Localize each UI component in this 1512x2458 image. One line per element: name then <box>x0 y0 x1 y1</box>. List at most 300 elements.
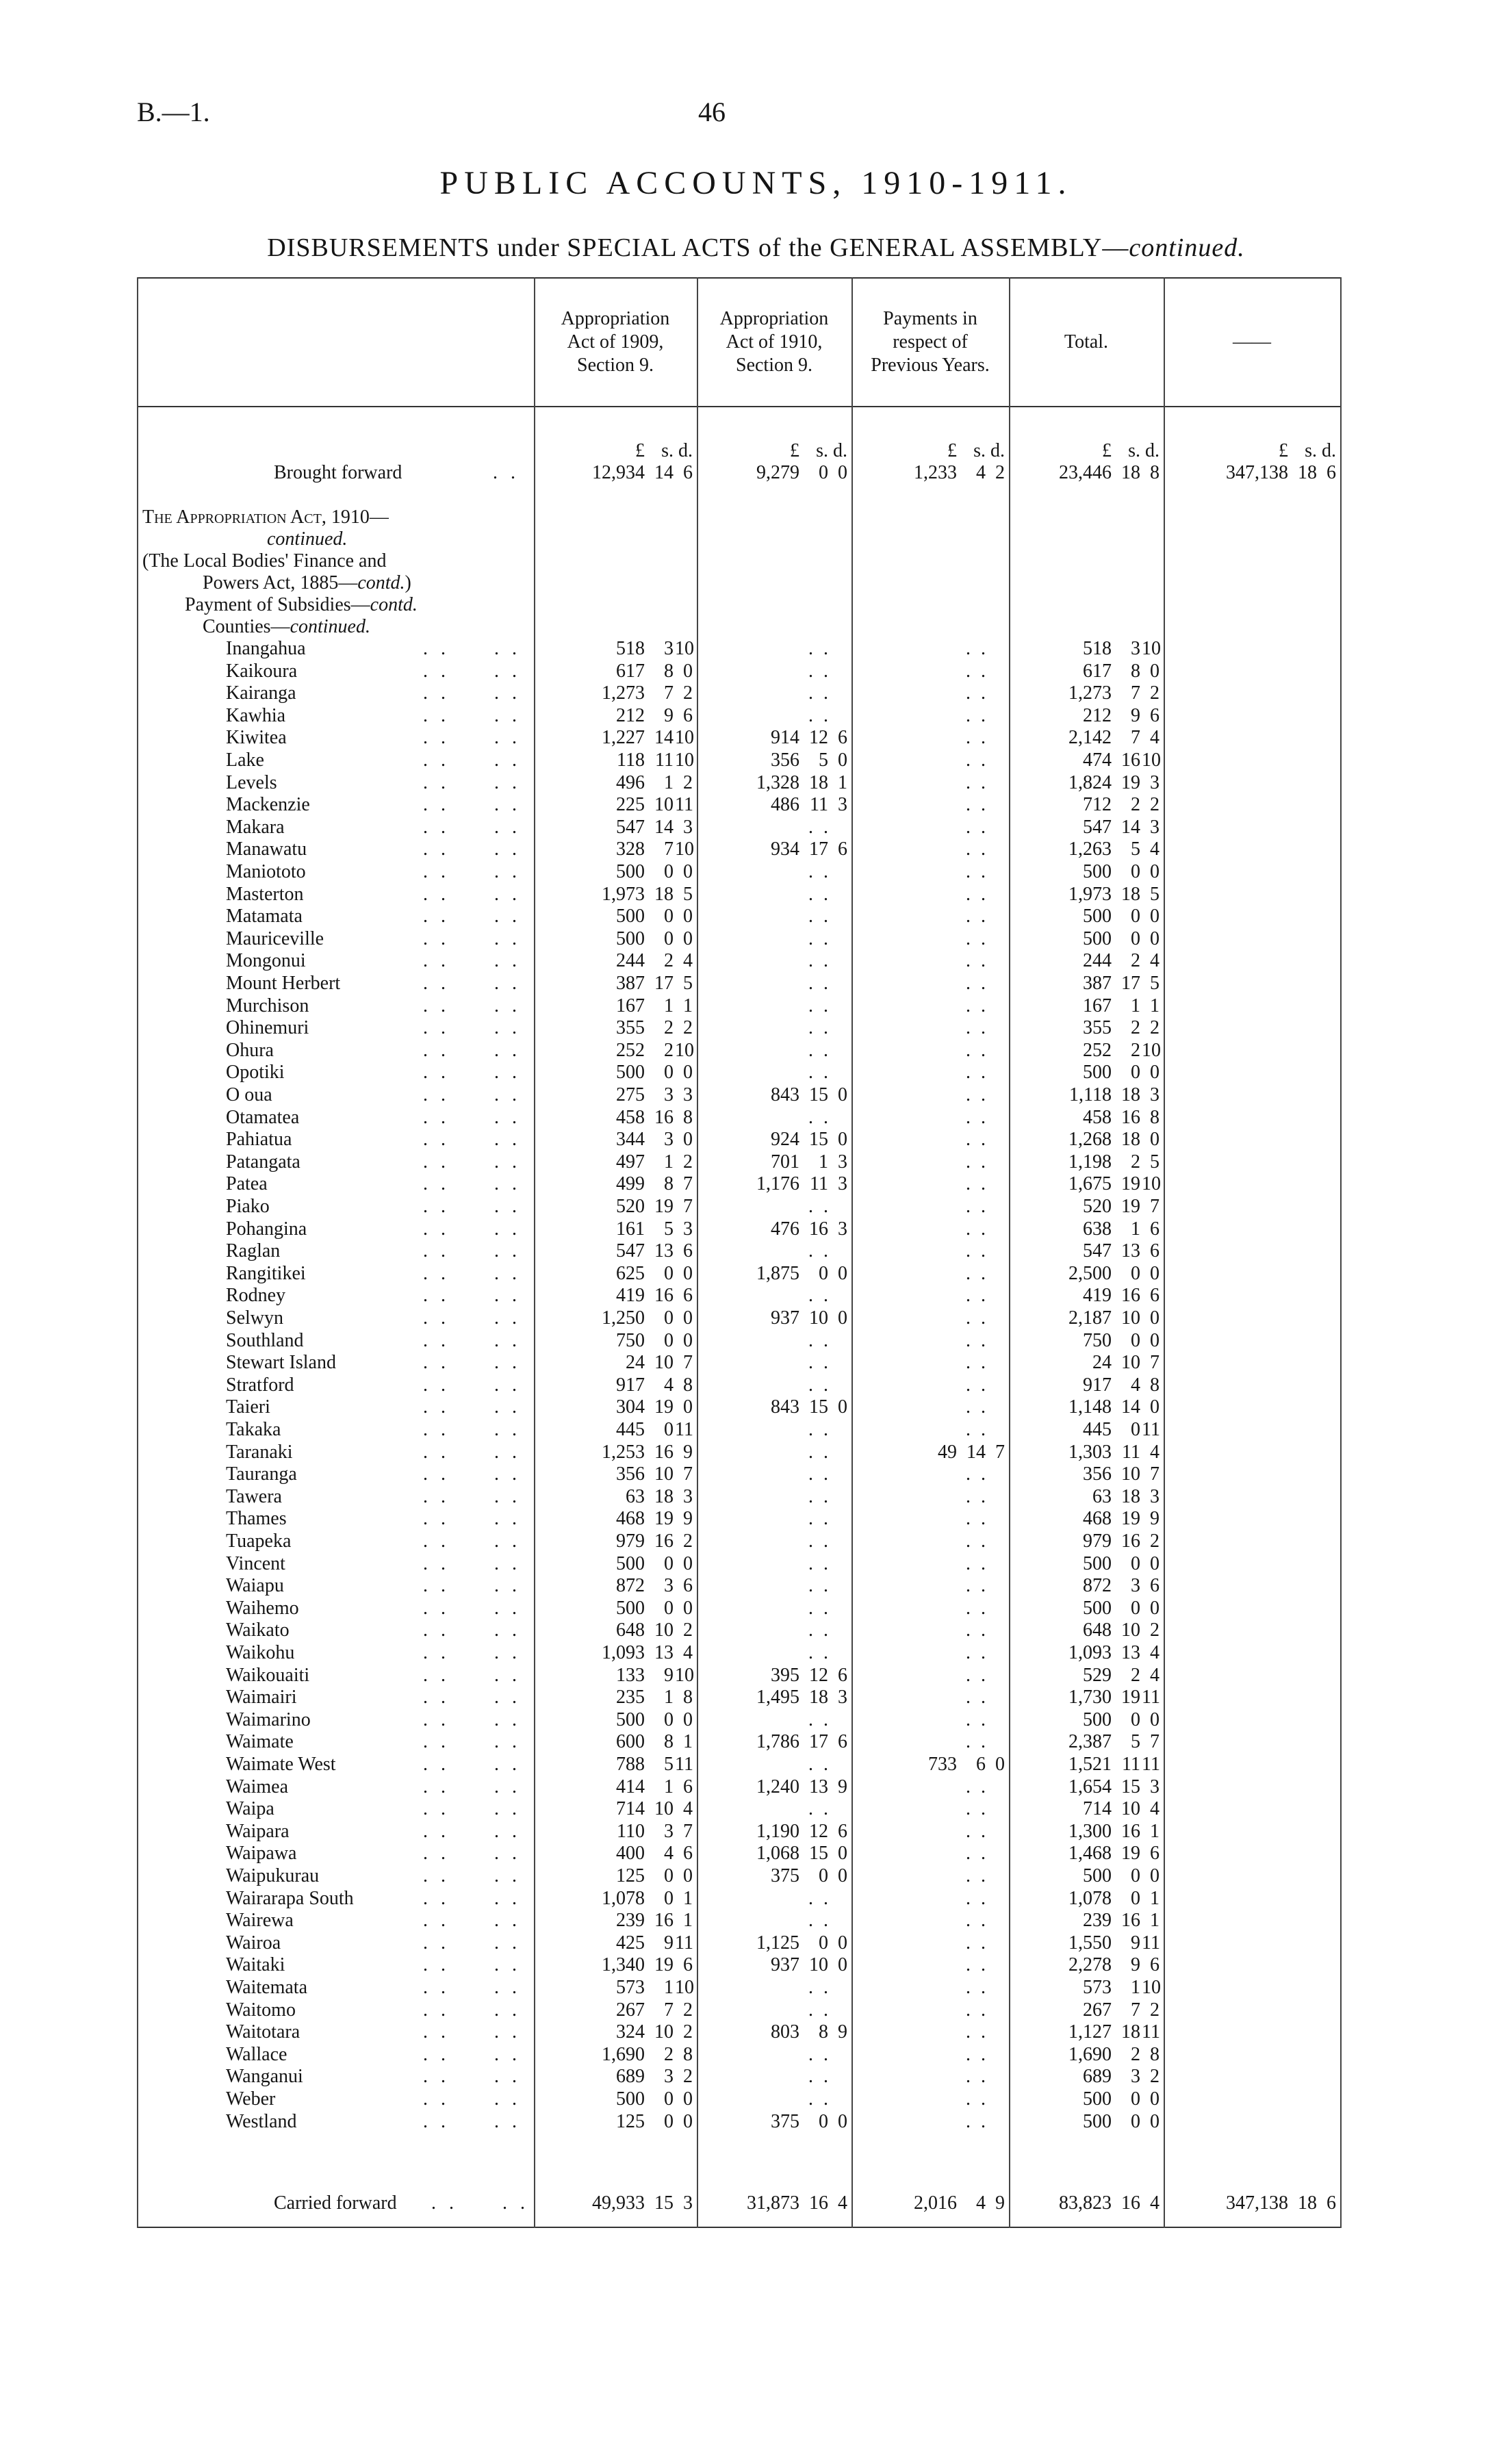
previous-years-cell-empty: . . <box>966 1262 988 1284</box>
act-1909-cell-shillings: 19 <box>654 1196 674 1217</box>
previous-years-cell-empty: . . <box>966 2021 988 2043</box>
total-cell-pence: 5 <box>1150 883 1159 905</box>
act-1909-cell-pence: 2 <box>683 1017 693 1039</box>
table-row <box>137 861 1342 883</box>
county-name: Murchison <box>226 995 309 1016</box>
brought-c5-pence: 6 <box>1327 462 1336 483</box>
act-1909-cell-pence: 0 <box>683 1262 693 1284</box>
act-1910-cell-shillings: 15 <box>809 1396 828 1418</box>
brought-c3 <box>851 462 1009 484</box>
previous-years-cell-empty: . . <box>966 1642 988 1663</box>
total-cell <box>1009 1954 1164 1976</box>
previous-years-cell-empty: . . <box>966 1575 988 1597</box>
total-cell-pence: 11 <box>1142 1754 1160 1775</box>
previous-years-cell-empty: . . <box>966 1954 988 1976</box>
county-name: Opotiki <box>226 1062 285 1084</box>
act-1910-cell-empty: . . <box>808 1999 831 2021</box>
act-1910-cell-shillings: 1 <box>819 1151 828 1173</box>
total-cell-pounds: 1,824 <box>1068 771 1112 793</box>
total-cell <box>1009 1463 1164 1485</box>
total-cell-pence: 0 <box>1150 2088 1159 2110</box>
act-1909-cell-pounds: 496 <box>616 771 645 793</box>
county-name: Waipawa <box>226 1843 297 1865</box>
county-name: Kaikoura <box>226 660 298 682</box>
section-heading <box>142 507 389 528</box>
act-1909-cell-pounds: 24 <box>626 1352 645 1374</box>
act-1910-cell <box>697 1999 851 2021</box>
previous-years-cell-empty: . . <box>966 1731 988 1753</box>
leader-dots: . . . . <box>423 1017 521 1039</box>
leader-dots: . . . . <box>423 1664 521 1686</box>
total-cell-shillings: 2 <box>1131 1039 1140 1061</box>
total-cell-shillings: 0 <box>1131 1708 1140 1730</box>
county-name: Takaka <box>226 1419 281 1440</box>
act-1909-cell-shillings: 8 <box>664 1173 674 1195</box>
previous-years-cell-empty: . . <box>966 1865 988 1886</box>
previous-years-cell <box>851 1776 1009 1798</box>
act-1910-cell <box>697 995 851 1017</box>
act-1909-cell-pounds: 1,690 <box>602 2043 645 2065</box>
table-row <box>137 1062 1342 1084</box>
total-cell <box>1009 1665 1164 1687</box>
carried-c1-shillings: 15 <box>654 2192 674 2214</box>
table-row <box>137 1442 1342 1463</box>
total-cell-pounds: 1,730 <box>1068 1687 1112 1708</box>
total-cell-pence: 9 <box>1150 1508 1159 1530</box>
total-cell-shillings: 0 <box>1131 2088 1140 2110</box>
carried-forward-row <box>137 2192 1342 2214</box>
total-cell-pence: 4 <box>1150 1664 1159 1686</box>
total-cell <box>1009 1330 1164 1352</box>
act-1909-cell-pence: 10 <box>675 1664 694 1686</box>
act-1910-cell-shillings: 0 <box>819 2110 828 2132</box>
total-cell-pounds: 1,973 <box>1068 883 1112 905</box>
leader-dots: . . . . <box>423 2088 521 2110</box>
total-cell-shillings: 2 <box>1131 2043 1140 2065</box>
total-cell-pounds: 500 <box>1083 1062 1112 1084</box>
act-1910-cell-shillings: 15 <box>809 1084 828 1105</box>
leader-dots: . . . . <box>423 1285 521 1307</box>
act-1910-cell-pence: 6 <box>838 1820 847 1842</box>
total-cell-pounds: 714 <box>1083 1798 1112 1820</box>
total-cell-pounds: 1,148 <box>1068 1396 1112 1418</box>
page-title: PUBLIC ACCOUNTS, 1910-1911. <box>439 165 1073 201</box>
act-1910-cell-empty: . . <box>808 1285 831 1307</box>
previous-years-cell <box>851 1374 1009 1396</box>
brought-c1-shillings: 14 <box>654 462 674 483</box>
act-1909-cell-shillings: 7 <box>664 838 674 860</box>
leader-dots: . . . . <box>423 1419 521 1440</box>
leader-dots: . . . . <box>423 1575 521 1597</box>
total-cell-pence: 6 <box>1150 1954 1159 1976</box>
previous-years-cell-empty: . . <box>966 1798 988 1820</box>
table-row <box>137 1285 1342 1307</box>
total-cell-pounds: 518 <box>1083 638 1112 659</box>
total-cell-pence: 0 <box>1150 1129 1159 1151</box>
total-cell-pounds: 356 <box>1083 1463 1112 1485</box>
act-1909-cell-pounds: 500 <box>616 1597 645 1619</box>
act-1909-cell-shillings: 2 <box>664 950 674 972</box>
leader-dots: . . . . <box>423 1084 521 1105</box>
act-1910-cell-empty: . . <box>808 1106 831 1128</box>
table-row <box>137 2088 1342 2110</box>
carried-c4-shillings: 16 <box>1121 2192 1140 2214</box>
leader-dots: . . . . <box>423 861 521 882</box>
act-1910-cell <box>697 638 851 660</box>
act-1909-cell-pounds: 1,227 <box>602 727 645 749</box>
act-1909-cell-pounds: 872 <box>616 1575 645 1597</box>
total-cell <box>1009 772 1164 794</box>
act-1909-cell <box>534 861 697 883</box>
total-cell-pounds: 1,268 <box>1068 1129 1112 1151</box>
total-cell-pence: 6 <box>1150 1575 1159 1597</box>
leader-dots: . . . . <box>423 2110 521 2132</box>
total-cell-pence: 10 <box>1142 1173 1161 1195</box>
act-1909-cell <box>534 1240 697 1262</box>
act-1910-cell-empty: . . <box>808 660 831 682</box>
total-cell-pounds: 979 <box>1083 1531 1112 1552</box>
county-name: Pahiatua <box>226 1129 292 1151</box>
act-1909-cell-pence: 7 <box>683 1820 693 1842</box>
total-cell <box>1009 1240 1164 1262</box>
county-name: Mauriceville <box>226 927 324 949</box>
leader-dots: . . . . <box>423 1262 521 1284</box>
total-cell-shillings: 1 <box>1131 1977 1140 1998</box>
previous-years-cell-empty: . . <box>966 906 988 927</box>
total-cell-pounds: 500 <box>1083 1708 1112 1730</box>
act-1909-cell <box>534 1531 697 1552</box>
act-1909-cell-pence: 2 <box>683 771 693 793</box>
table-row <box>137 1463 1342 1485</box>
total-cell-pence: 8 <box>1150 1106 1159 1128</box>
act-1910-cell-pounds: 1,068 <box>756 1843 799 1865</box>
act-1910-cell-pence: 0 <box>838 1307 847 1329</box>
total-cell <box>1009 661 1164 682</box>
total-cell-pence: 2 <box>1150 1531 1159 1552</box>
act-1909-cell-shillings: 0 <box>664 1062 674 1084</box>
unit-pound: £ <box>1279 440 1288 461</box>
total-cell-pounds: 1,198 <box>1068 1151 1112 1173</box>
total-cell-pounds: 1,093 <box>1068 1642 1112 1663</box>
total-cell-pence: 6 <box>1150 704 1159 726</box>
previous-years-cell-empty: . . <box>966 1396 988 1418</box>
act-1910-cell <box>697 772 851 794</box>
county-name: Kiwitea <box>226 727 287 749</box>
total-cell-pounds: 573 <box>1083 1977 1112 1998</box>
county-name: Ohura <box>226 1039 274 1061</box>
total-cell-pence: 2 <box>1150 1999 1159 2021</box>
county-name: Patangata <box>226 1151 300 1173</box>
act-1909-cell-pence: 0 <box>683 660 693 682</box>
act-1909-cell-pence: 0 <box>683 927 693 949</box>
act-1910-cell-pence: 6 <box>838 727 847 749</box>
leader-dots: . . . . <box>423 1463 521 1485</box>
total-cell-pounds: 917 <box>1083 1374 1112 1396</box>
act-1909-cell <box>534 817 697 838</box>
table-row <box>137 1731 1342 1753</box>
leader-dots: . . . . <box>431 2192 529 2214</box>
act-1909-cell-pence: 0 <box>683 1129 693 1151</box>
total-cell-shillings: 18 <box>1121 1084 1140 1105</box>
col3-line1: Payments in <box>883 308 977 329</box>
col-head-act-1909 <box>534 307 697 377</box>
unit-pound: £ <box>790 440 799 461</box>
previous-years-cell <box>851 861 1009 883</box>
act-1910-cell-empty: . . <box>808 950 831 972</box>
previous-years-cell <box>851 1598 1009 1620</box>
total-cell-shillings: 0 <box>1131 927 1140 949</box>
act-1910-cell-shillings: 10 <box>809 1307 828 1329</box>
previous-years-cell <box>851 1843 1009 1865</box>
act-1910-cell <box>697 1352 851 1374</box>
act-1909-cell-pounds: 499 <box>616 1173 645 1195</box>
total-cell-pence: 0 <box>1150 1396 1159 1418</box>
leader-dots: . . . . <box>423 1820 521 1842</box>
act-1910-cell-shillings: 15 <box>809 1129 828 1151</box>
act-1909-cell-pence: 10 <box>675 1039 694 1061</box>
act-1909-cell-shillings: 13 <box>654 1642 674 1663</box>
act-1909-cell-pounds: 520 <box>616 1196 645 1217</box>
previous-years-cell <box>851 750 1009 771</box>
county-name: Piako <box>226 1196 270 1217</box>
total-cell <box>1009 1107 1164 1129</box>
table-row <box>137 1129 1342 1151</box>
previous-years-cell-empty: . . <box>966 638 988 659</box>
act-1910-cell-pounds: 937 <box>771 1954 799 1976</box>
act-1909-cell-pounds: 445 <box>616 1419 645 1440</box>
act-1910-cell <box>697 1196 851 1218</box>
leader-dots: . . . . <box>423 1887 521 1909</box>
total-cell-shillings: 7 <box>1131 1999 1140 2021</box>
total-cell-pounds: 267 <box>1083 1999 1112 2021</box>
act-1910-cell <box>697 1910 851 1932</box>
act-1910-cell-pence: 6 <box>838 1731 847 1753</box>
previous-years-cell <box>851 950 1009 972</box>
total-cell-pounds: 547 <box>1083 816 1112 838</box>
total-cell-pence: 6 <box>1150 1285 1159 1307</box>
total-cell-pence: 10 <box>1142 750 1161 771</box>
act-1910-cell-pounds: 1,125 <box>756 1932 799 1954</box>
previous-years-cell <box>851 1285 1009 1307</box>
act-1910-cell-pounds: 701 <box>771 1151 799 1173</box>
total-cell-pounds: 529 <box>1083 1664 1112 1686</box>
leader-dots: . . . . <box>423 1062 521 1084</box>
act-1909-cell-pence: 7 <box>683 1173 693 1195</box>
total-cell-shillings: 19 <box>1121 771 1140 793</box>
total-cell-pence: 4 <box>1150 838 1159 860</box>
total-cell-pounds: 2,500 <box>1068 1262 1112 1284</box>
brought-c4-pounds: 23,446 <box>1059 462 1112 483</box>
total-cell <box>1009 2088 1164 2110</box>
previous-years-cell-empty: . . <box>966 771 988 793</box>
act-1910-cell-shillings: 18 <box>809 1687 828 1708</box>
act-1909-cell-pence: 8 <box>683 1106 693 1128</box>
previous-years-cell-empty: . . <box>966 973 988 994</box>
act-1909-cell-shillings: 5 <box>664 1754 674 1775</box>
table-row <box>137 1040 1342 1062</box>
act-1909-cell-pence: 7 <box>683 1463 693 1485</box>
total-cell-shillings: 7 <box>1131 682 1140 704</box>
act-1909-cell-shillings: 0 <box>664 1708 674 1730</box>
previous-years-cell-empty: . . <box>966 838 988 860</box>
act-1910-cell-pounds: 937 <box>771 1307 799 1329</box>
act-1909-cell-pence: 8 <box>683 1374 693 1396</box>
total-cell-shillings: 2 <box>1131 1151 1140 1173</box>
total-cell-shillings: 10 <box>1121 1798 1140 1820</box>
previous-years-cell <box>851 1575 1009 1597</box>
act-1910-cell-pounds: 1,875 <box>756 1262 799 1284</box>
previous-years-cell <box>851 2066 1009 2088</box>
act-1910-cell-pence: 0 <box>838 1084 847 1105</box>
total-cell-shillings: 14 <box>1121 1396 1140 1418</box>
total-cell-pence: 4 <box>1150 1642 1159 1663</box>
act-1909-cell <box>534 928 697 950</box>
previous-years-cell <box>851 1687 1009 1708</box>
act-1909-cell-pounds: 252 <box>616 1039 645 1061</box>
total-cell-shillings: 17 <box>1121 973 1140 994</box>
act-1910-cell <box>697 1754 851 1776</box>
previous-years-cell <box>851 1240 1009 1262</box>
brought-forward-label: Brought forward <box>274 462 402 483</box>
act-1909-cell <box>534 1642 697 1664</box>
act-1909-cell-pounds: 167 <box>616 995 645 1016</box>
act-1910-cell-shillings: 12 <box>809 1820 828 1842</box>
total-cell <box>1009 906 1164 927</box>
county-name: Raglan <box>226 1240 281 1262</box>
act-1910-cell <box>697 682 851 704</box>
total-cell <box>1009 1865 1164 1887</box>
total-cell-pence: 4 <box>1150 727 1159 749</box>
unit-s: s. <box>1305 440 1317 461</box>
act-1910-cell-pence: 3 <box>838 1151 847 1173</box>
total-cell-pence: 0 <box>1150 1307 1159 1329</box>
total-cell-pounds: 167 <box>1083 995 1112 1016</box>
total-cell <box>1009 1709 1164 1731</box>
act-1909-cell-pence: 7 <box>683 1196 693 1217</box>
total-cell-shillings: 0 <box>1131 1329 1140 1351</box>
act-1910-cell-empty: . . <box>808 1039 831 1061</box>
table-row <box>137 1843 1342 1865</box>
carried-c4 <box>1009 2192 1164 2214</box>
total-cell-shillings: 2 <box>1131 950 1140 972</box>
total-cell-pence: 4 <box>1150 1441 1159 1463</box>
leader-dots: . . <box>493 462 520 483</box>
brought-c4 <box>1009 462 1164 484</box>
act-1910-cell <box>697 1888 851 1910</box>
previous-years-cell-empty: . . <box>966 1597 988 1619</box>
act-1909-cell-pounds: 419 <box>616 1285 645 1307</box>
act-1909-cell-pence: 11 <box>675 1419 693 1440</box>
table-row <box>137 1798 1342 1820</box>
brought-c5-pounds: 347,138 <box>1226 462 1288 483</box>
act-1910-cell-empty: . . <box>808 1798 831 1820</box>
table-row <box>137 1486 1342 1508</box>
act-1909-cell-pence: 0 <box>683 861 693 882</box>
total-cell-pence: 1 <box>1150 1820 1159 1842</box>
act-1910-cell-shillings: 5 <box>819 750 828 771</box>
table-row <box>137 1665 1342 1687</box>
table-row <box>137 884 1342 906</box>
act-1909-cell-pence: 9 <box>683 1508 693 1530</box>
table-row <box>137 794 1342 816</box>
act-1909-cell <box>534 705 697 727</box>
table-row <box>137 1999 1342 2021</box>
total-cell-pence: 0 <box>1150 906 1159 927</box>
previous-years-cell <box>851 906 1009 927</box>
unit-s: s. <box>1128 440 1140 461</box>
act-1909-cell <box>534 1040 697 1062</box>
total-cell-shillings: 19 <box>1121 1843 1140 1865</box>
act-1909-cell-shillings: 8 <box>664 1731 674 1753</box>
act-1909-cell <box>534 1196 697 1218</box>
total-cell-pence: 3 <box>1150 771 1159 793</box>
county-name: Makara <box>226 816 285 838</box>
act-1909-cell-pounds: 714 <box>616 1798 645 1820</box>
leader-dots: . . . . <box>423 1798 521 1820</box>
table-row <box>137 1598 1342 1620</box>
act-1909-cell-shillings: 1 <box>664 1151 674 1173</box>
previous-years-cell <box>851 1999 1009 2021</box>
act-1910-cell-pounds: 924 <box>771 1129 799 1151</box>
leader-dots: . . . . <box>423 1776 521 1797</box>
act-1909-cell-pounds: 500 <box>616 927 645 949</box>
total-cell-pounds: 648 <box>1083 1620 1112 1641</box>
act-1910-cell <box>697 1396 851 1418</box>
act-1909-cell-shillings: 1 <box>664 1687 674 1708</box>
act-1909-cell-pounds: 267 <box>616 1999 645 2021</box>
previous-years-cell <box>851 705 1009 727</box>
act-1910-cell-empty: . . <box>808 1485 831 1507</box>
table-row <box>137 772 1342 794</box>
total-cell-shillings: 15 <box>1121 1776 1140 1797</box>
act-1909-cell-pounds: 235 <box>616 1687 645 1708</box>
act-1910-cell-shillings: 16 <box>809 1218 828 1240</box>
total-cell-pounds: 2,187 <box>1068 1307 1112 1329</box>
act-1910-cell-shillings: 11 <box>810 794 828 816</box>
previous-years-cell-empty: . . <box>966 2088 988 2110</box>
total-cell-pence: 0 <box>1150 1597 1159 1619</box>
table-row <box>137 1687 1342 1708</box>
total-cell-shillings: 8 <box>1131 660 1140 682</box>
act-1910-cell-empty: . . <box>808 1597 831 1619</box>
total-cell-shillings: 16 <box>1121 1531 1140 1552</box>
act-1909-cell <box>534 2088 697 2110</box>
previous-years-cell-pence: 7 <box>995 1441 1005 1463</box>
previous-years-cell-empty: . . <box>966 1932 988 1954</box>
act-1909-cell-pence: 5 <box>683 883 693 905</box>
act-1910-cell <box>697 1218 851 1240</box>
total-cell-pounds: 1,078 <box>1068 1887 1112 1909</box>
total-cell-pence: 0 <box>1150 1062 1159 1084</box>
act-1910-cell <box>697 1151 851 1173</box>
unit-cell <box>1164 440 1340 462</box>
table-row <box>137 1754 1342 1776</box>
act-1909-cell-shillings: 7 <box>664 1999 674 2021</box>
total-cell <box>1009 1352 1164 1374</box>
total-cell-shillings: 1 <box>1131 995 1140 1016</box>
total-cell-shillings: 11 <box>1122 1754 1140 1775</box>
act-1910-cell-shillings: 17 <box>809 838 828 860</box>
previous-years-cell <box>851 1196 1009 1218</box>
section-heading-year: 1910— <box>331 507 389 528</box>
total-cell-pounds: 458 <box>1083 1106 1112 1128</box>
col-head-total: Total. <box>1064 331 1109 353</box>
act-1910-cell-empty: . . <box>808 1642 831 1663</box>
table-row <box>137 1330 1342 1352</box>
previous-years-cell <box>851 1865 1009 1887</box>
total-cell-shillings: 19 <box>1121 1196 1140 1217</box>
total-cell <box>1009 1173 1164 1195</box>
